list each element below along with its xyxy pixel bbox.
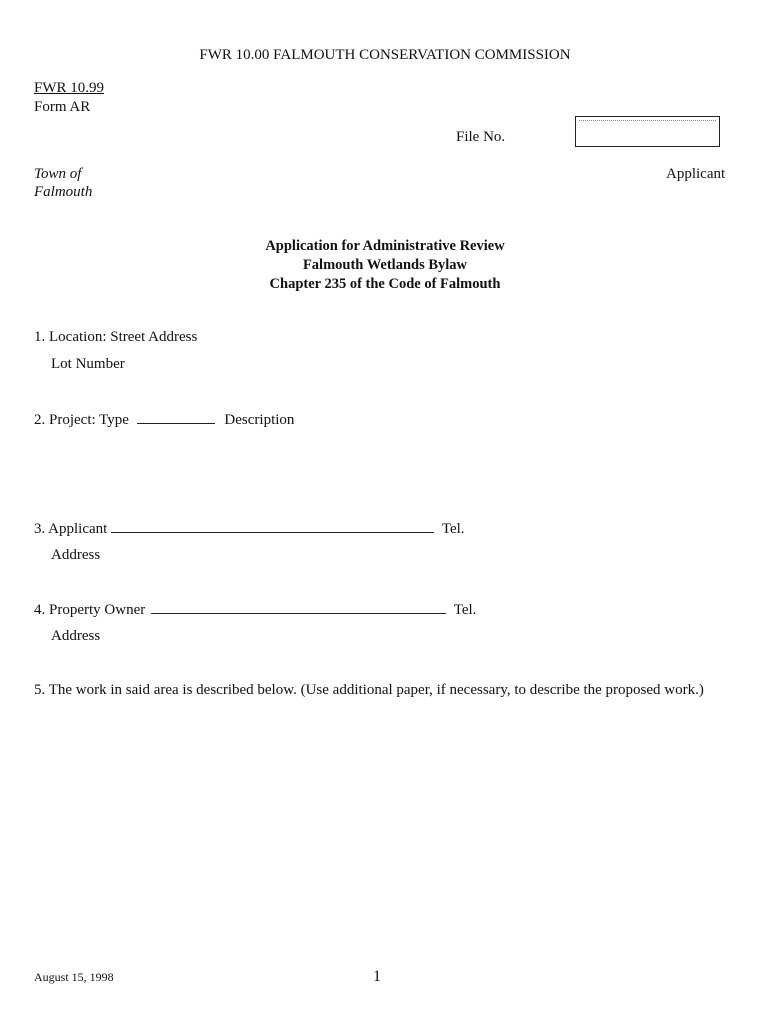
location-label: 1. Location: Street Address — [34, 329, 198, 345]
lot-number-label: Lot Number — [51, 356, 125, 372]
property-owner-label: 4. Property Owner — [34, 602, 146, 618]
applicant-address-label: Address — [51, 547, 101, 563]
project-type-label: 2. Project: Type — [34, 412, 129, 428]
owner-row — [34, 601, 476, 619]
applicant-label: 3. Applicant — [34, 521, 108, 537]
file-number-label: File No. — [456, 129, 506, 145]
form-id: Form AR — [34, 99, 91, 115]
project-row — [34, 411, 294, 429]
page-number: 1 — [373, 968, 381, 985]
owner-address-label: Address — [51, 628, 101, 644]
applicant-header-label: Applicant — [666, 166, 726, 182]
file-number-field[interactable] — [575, 116, 720, 147]
property-owner-field[interactable] — [151, 601, 446, 614]
project-description-label: Description — [224, 412, 295, 428]
form-title-line-3: Chapter 235 of the Code of Falmouth — [269, 276, 501, 292]
owner-tel-label: Tel. — [453, 602, 477, 618]
applicant-row — [34, 520, 465, 538]
header-title: FWR 10.00 FALMOUTH CONSERVATION COMMISSION — [199, 47, 571, 63]
file-number-dotted-line — [579, 120, 716, 121]
work-description-label: 5. The work in said area is described below. (Use additional paper, if necessary, to describe the proposed work.) — [34, 682, 704, 698]
footer-date: August 15, 1998 — [34, 970, 114, 984]
project-type-field[interactable] — [137, 411, 215, 424]
town-line-2: Falmouth — [34, 184, 93, 200]
applicant-name-field[interactable] — [111, 520, 434, 533]
form-title-line-2: Falmouth Wetlands Bylaw — [302, 257, 468, 273]
form-title-line-1: Application for Administrative Review — [265, 238, 505, 254]
applicant-tel-label: Tel. — [441, 521, 465, 537]
town-line-1: Town of — [34, 166, 82, 182]
regulation-number: FWR 10.99 — [34, 80, 105, 96]
